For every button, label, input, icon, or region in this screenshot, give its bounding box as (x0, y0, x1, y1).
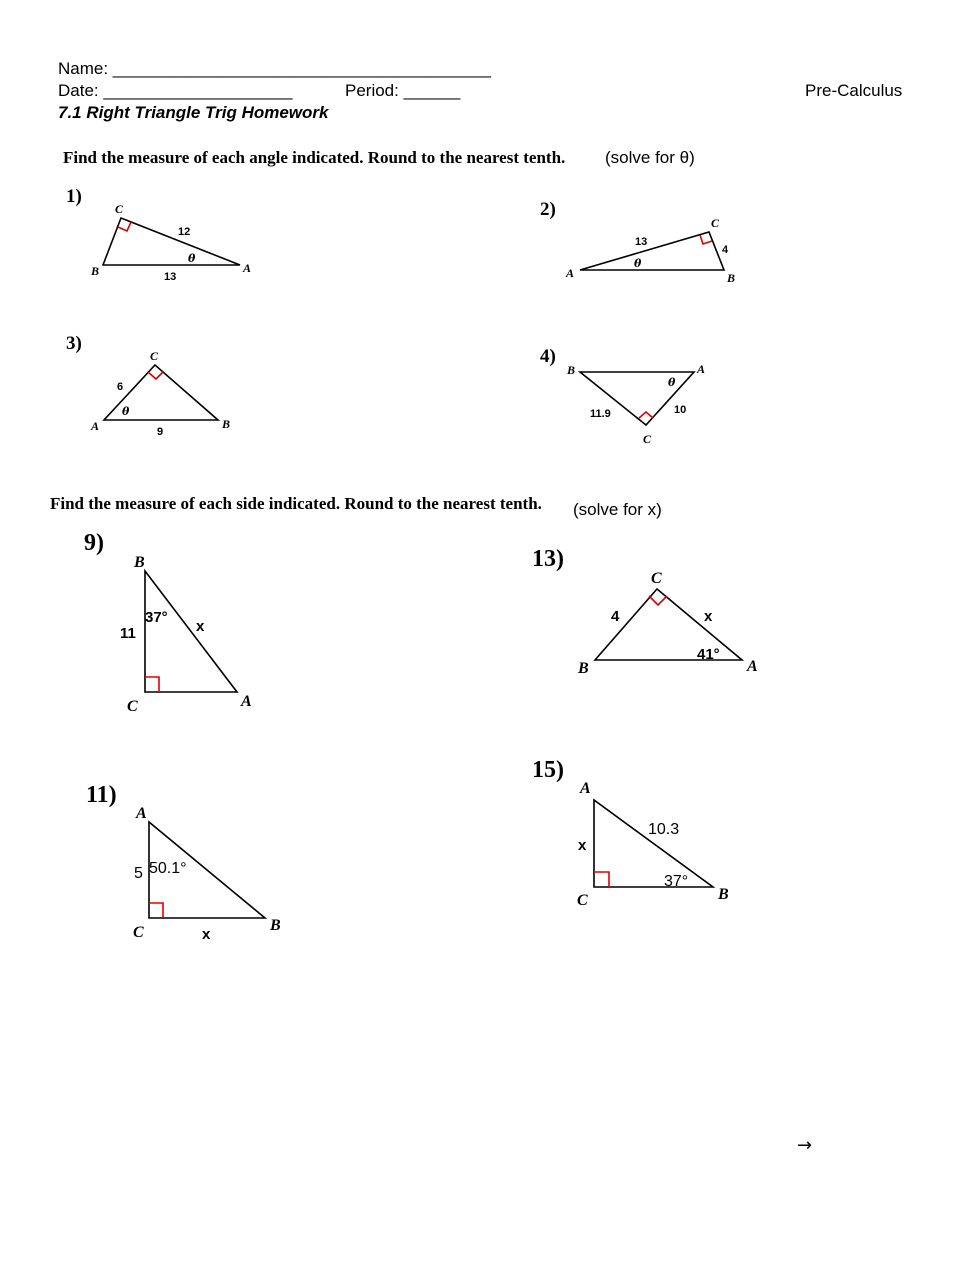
problem-11-side-5: 5 (134, 865, 143, 882)
problem-4-right-angle-marker (639, 412, 653, 418)
problem-11-right-angle-marker (149, 903, 163, 918)
problem-2-angle-theta: θ (634, 257, 642, 270)
problem-11-vertex-c: C (133, 924, 144, 941)
problem-9-figure (120, 554, 252, 715)
problem-9-vertex-a: A (241, 693, 252, 710)
problem-4-side-11-9: 11.9 (590, 408, 611, 420)
problem-9-number: 9) (84, 530, 104, 556)
section2-note: (solve for x) (573, 500, 662, 519)
problem-9-side-x: x (196, 618, 205, 635)
problem-4-figure (566, 362, 705, 446)
problem-9-vertex-c: C (127, 698, 138, 715)
problem-4-vertex-b: B (567, 363, 576, 377)
problem-15-figure (577, 780, 729, 909)
problem-3-vertex-c: C (150, 349, 159, 363)
problem-15-vertex-c: C (577, 892, 588, 909)
problem-9-angle-37: 37° (145, 609, 168, 626)
problem-2-vertex-b: B (727, 271, 736, 285)
problem-13-right-angle-marker (649, 596, 667, 605)
period-field[interactable]: Period: ______ (345, 81, 461, 100)
problem-13-angle-41: 41° (697, 646, 720, 663)
problem-13-side-4: 4 (611, 608, 620, 625)
problem-13-figure (577, 570, 758, 677)
problem-13-side-x: x (704, 608, 713, 625)
problem-15-side-x: x (578, 837, 587, 854)
problem-9-side-11: 11 (120, 625, 136, 642)
problem-1-vertex-c: C (115, 202, 124, 216)
problem-2-triangle (580, 232, 724, 270)
problem-1-number: 1) (66, 186, 82, 207)
problem-4-angle-theta: θ (668, 376, 676, 389)
problem-1-triangle (103, 218, 240, 265)
problem-11-vertex-b: B (270, 917, 281, 934)
date-field[interactable]: Date: ____________________ (58, 81, 293, 100)
problem-13-vertex-a: A (747, 658, 758, 675)
section2-instruction: Find the measure of each side indicated. Round to the nearest tenth. (50, 494, 542, 513)
problem-9-vertex-b: B (134, 554, 145, 571)
problem-1-right-angle-marker (118, 222, 131, 231)
problem-4-vertex-a: A (697, 362, 706, 376)
problem-1-figure (90, 202, 251, 283)
problem-3-side-6: 6 (117, 381, 124, 393)
problem-15-vertex-b: B (718, 886, 729, 903)
problem-3-vertex-a: A (91, 419, 100, 433)
section1-note: (solve for θ) (605, 148, 695, 167)
name-field[interactable]: Name: ________________________________________ (58, 59, 491, 78)
problem-15-triangle (594, 800, 713, 887)
problem-2-vertex-c: C (711, 216, 720, 230)
problem-1-angle-theta: θ (188, 252, 196, 265)
problem-11-figure (133, 805, 281, 943)
section1-instruction: Find the measure of each angle indicated. Round to the nearest tenth. (63, 148, 566, 167)
problem-15-angle-37: 37° (664, 873, 689, 890)
problem-2-figure (565, 216, 735, 285)
problem-9-right-angle-marker (145, 677, 159, 692)
problem-4-number: 4) (540, 346, 556, 367)
problem-13-vertex-c: C (651, 570, 662, 587)
problem-1-side-12: 12 (178, 226, 191, 238)
problem-15-number: 15) (532, 757, 564, 783)
problem-2-vertex-a: A (566, 266, 575, 280)
course-name: Pre-Calculus (805, 81, 903, 100)
problem-11-vertex-a: A (136, 805, 147, 822)
problem-4-vertex-c: C (643, 432, 652, 446)
problem-3-side-9: 9 (157, 426, 164, 438)
problem-3-figure (90, 349, 230, 438)
problem-13-vertex-b: B (578, 660, 589, 677)
problem-3-right-angle-marker (148, 372, 163, 379)
problem-15-vertex-a: A (580, 780, 591, 797)
problem-11-angle-50-1: 50.1° (149, 860, 187, 877)
next-page-arrow-icon: → (797, 1135, 813, 1156)
page-title: 7.1 Right Triangle Trig Homework (58, 103, 329, 122)
problem-4-side-10: 10 (674, 404, 687, 416)
problem-1-side-13: 13 (164, 271, 177, 283)
problem-3-vertex-b: B (222, 417, 231, 431)
problem-2-side-13: 13 (635, 236, 648, 248)
problem-1-vertex-b: B (91, 264, 100, 278)
problem-11-side-x: x (202, 926, 211, 943)
problem-9-triangle (145, 571, 237, 692)
problem-2-number: 2) (540, 199, 556, 220)
problem-15-side-10-3: 10.3 (648, 821, 680, 838)
problem-13-number: 13) (532, 546, 564, 572)
problem-3-angle-theta: θ (122, 405, 130, 418)
problem-15-right-angle-marker (594, 872, 609, 887)
problem-2-side-4: 4 (722, 244, 729, 256)
problem-11-number: 11) (86, 782, 117, 808)
problem-3-number: 3) (66, 333, 82, 354)
problem-1-vertex-a: A (243, 261, 252, 275)
